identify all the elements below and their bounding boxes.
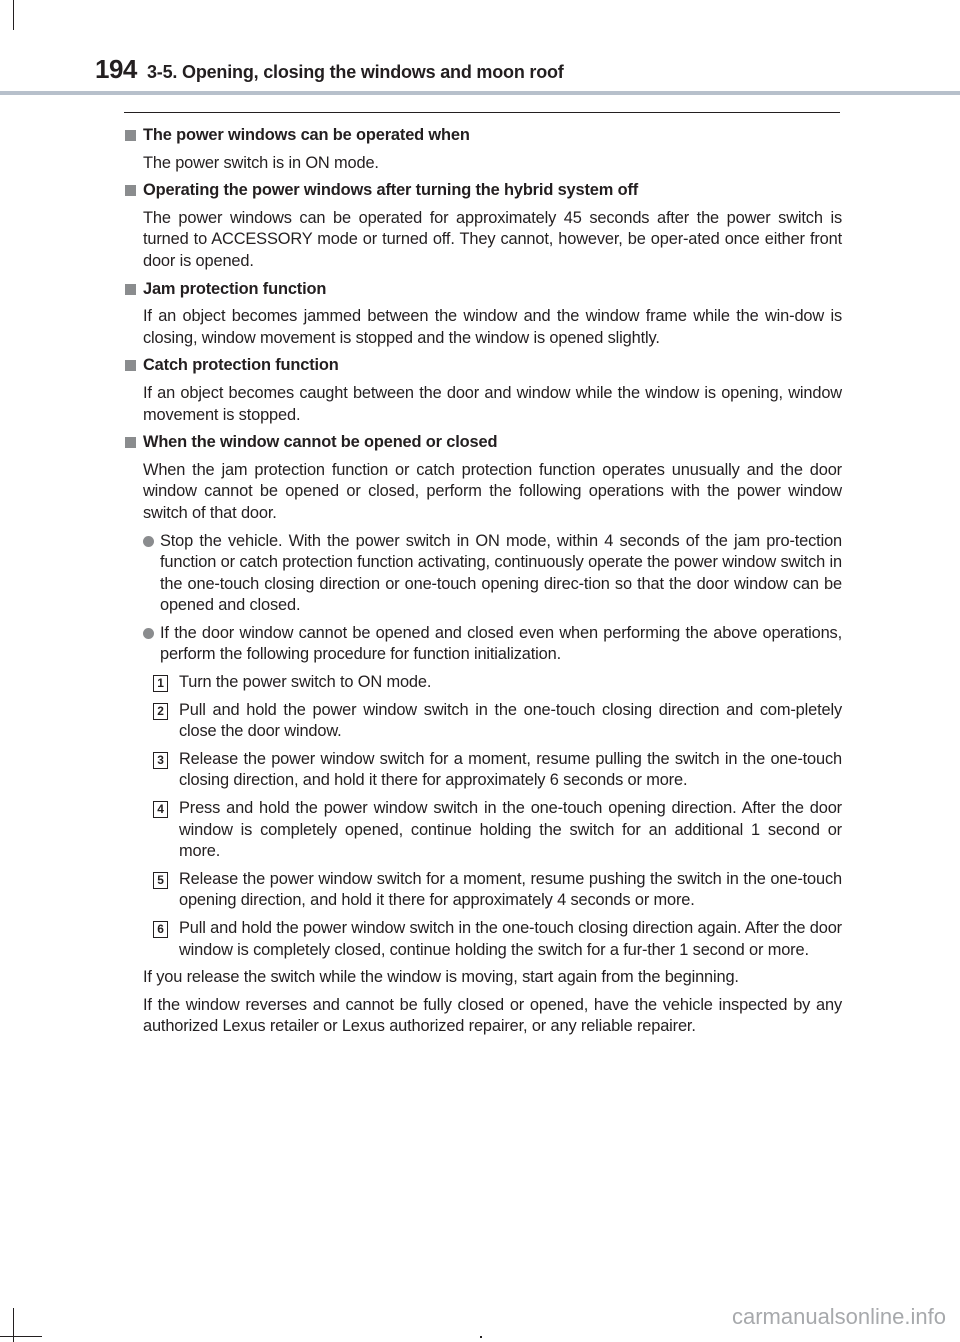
step-number-badge: 2: [153, 703, 168, 720]
page-number: 194: [95, 54, 137, 84]
crop-mark-bottom-center: [480, 1336, 482, 1338]
section-heading-text: When the window cannot be opened or closed: [143, 433, 498, 452]
section-heading: [124, 355, 842, 377]
section-text: If an object becomes caught between the door and window while the window is opening, window movement is stopped.: [143, 383, 842, 424]
section-heading-text: Catch protection function: [143, 356, 339, 375]
step-number-badge: 4: [153, 801, 168, 818]
square-bullet-icon: [125, 185, 136, 196]
section-heading: [124, 432, 842, 454]
bullet-item: [124, 531, 842, 617]
step-text: Release the power window switch for a moment, resume pulling the switch in the one-touch closing direction, and hold it there for approximately 6 seconds or more.: [179, 749, 842, 790]
section-text: The power switch is in ON mode.: [143, 153, 379, 172]
square-bullet-icon: [125, 130, 136, 141]
bullet-text: If the door window cannot be opened and closed even when performing the above operations, perform the following procedure for function initialization.: [160, 623, 842, 664]
section-heading-text: Jam protection function: [143, 279, 327, 298]
square-bullet-icon: [125, 284, 136, 295]
round-bullet-icon: [143, 628, 154, 639]
section-heading: [124, 125, 842, 147]
site-watermark[interactable]: carmanualsonline.info: [731, 1304, 946, 1329]
section-heading: [124, 279, 842, 301]
step-text: Pull and hold the power window switch in the one-touch closing direction and com-pletely close the door window.: [179, 700, 842, 741]
step-item: [124, 700, 842, 743]
step-item: [124, 798, 842, 863]
step-item: [124, 749, 842, 792]
section-heading: [124, 180, 842, 202]
square-bullet-icon: [125, 437, 136, 448]
step-item: [124, 918, 842, 961]
chapter-title: 3-5. Opening, closing the windows and moon roof: [147, 62, 564, 82]
bullet-text: Stop the vehicle. With the power switch in ON mode, within 4 seconds of the jam pro-tection function or catch protection function activating, continuously operate the power window switch in the one-touch closing direction or one-touch opening direc-tion so that the door window can be opened and closed.: [160, 531, 842, 615]
step-text: Turn the power switch to ON mode.: [179, 673, 432, 692]
page-header: [0, 0, 960, 100]
step-text: Pull and hold the power window switch in the one-touch closing direction again. After the door window is completely closed, continue holding the switch for a fur-ther 1 second or more.: [179, 919, 842, 959]
step-text: Press and hold the power window switch in the one-touch opening direction. After the door window is completely opened, continue holding the switch for an additional 1 second or more.: [179, 799, 842, 861]
header-rule: [0, 91, 960, 95]
closing-note: If the window reverses and cannot be fully closed or opened, have the vehicle inspected by any authorized Lexus retailer or Lexus authorized repairer, or any reliable repairer.: [143, 995, 842, 1036]
step-item: [124, 672, 842, 694]
section-heading-text: The power windows can be operated when: [143, 126, 470, 144]
section-text: When the jam protection function or catch protection function operates unusually and the door window cannot be opened or closed, perform the following operations with the power window switch of that door.: [143, 460, 842, 522]
step-number-badge: 3: [153, 752, 168, 769]
section-heading-text: Operating the power windows after turning the hybrid system off: [143, 181, 639, 200]
content-top-rule: [124, 112, 840, 113]
closing-note: If you release the switch while the window is moving, start again from the beginning.: [143, 968, 739, 987]
step-item: [124, 869, 842, 912]
square-bullet-icon: [125, 360, 136, 371]
crop-mark-bottom-left-h: [0, 1336, 42, 1337]
bullet-item: [124, 623, 842, 666]
round-bullet-icon: [143, 536, 154, 547]
step-number-badge: 1: [153, 675, 168, 692]
content-body: [124, 124, 842, 1044]
section-text: If an object becomes jammed between the window and the window frame while the win-dow is closing, window movement is stopped and the window is opened slightly.: [143, 307, 842, 347]
step-number-badge: 6: [153, 921, 168, 938]
section-text: The power windows can be operated for approximately 45 seconds after the power switch is turned to ACCESSORY mode or turned off. They cannot, however, be oper-ated once either front door is opened.: [143, 208, 842, 270]
step-text: Release the power window switch for a moment, resume pushing the switch in the one-touch opening direction, and hold it there for approximately 4 seconds or more.: [179, 869, 842, 910]
step-number-badge: 5: [153, 872, 168, 889]
